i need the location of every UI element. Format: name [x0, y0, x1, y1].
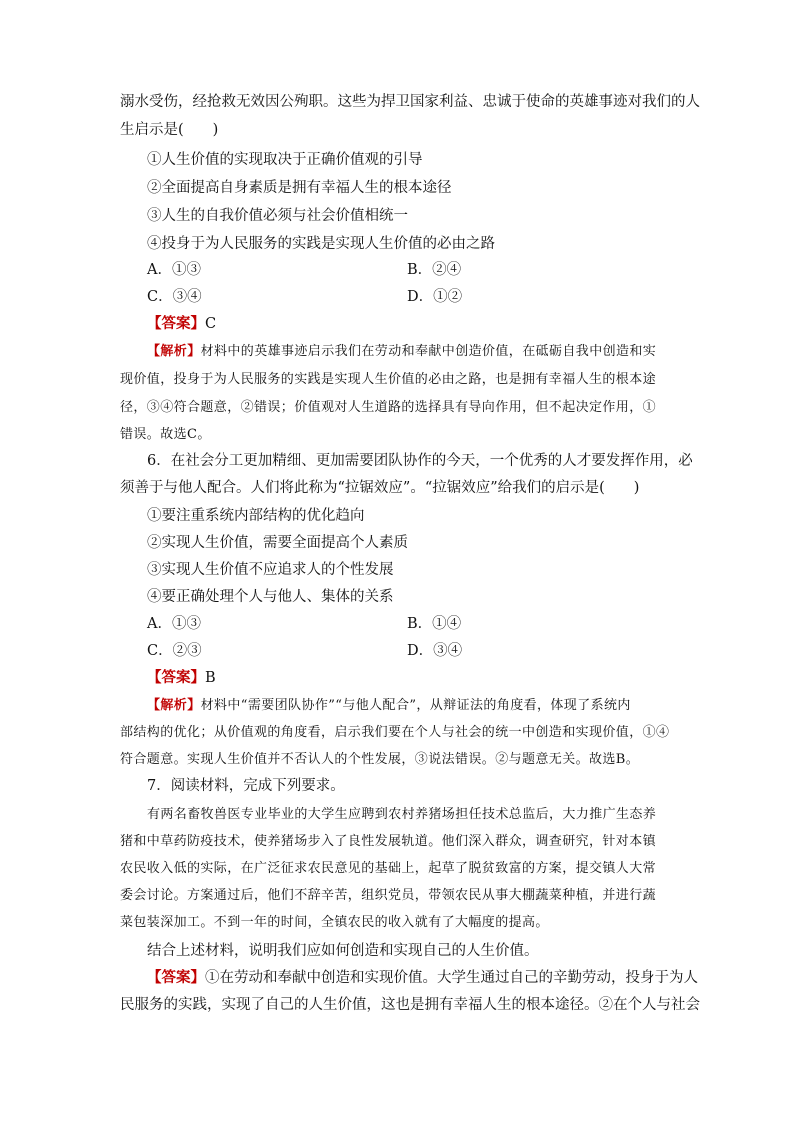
- q6-choice-b: B．①④: [407, 616, 462, 632]
- q7-material-line4: 委会讨论。方案通过后，他们不辞辛苦，组织党员，带领农民从事大棚蔬菜种植，并进行蔬: [120, 888, 657, 903]
- q7-requirement: 结合上述材料，说明我们应如何创造和实现自己的人生价值。: [147, 943, 539, 959]
- q6-option-3: ③实现人生价值不应追求人的个性发展: [147, 562, 394, 578]
- q6-choice-c: C．②③: [147, 643, 202, 659]
- answer-text: ①在劳动和奉献中创造和实现价值。大学生通过自己的辛勤劳动，投身于为人: [205, 970, 698, 986]
- q6-stem-line1: 6．在社会分工更加精细、更加需要团队协作的今天，一个优秀的人才要发挥作用，必: [147, 453, 693, 469]
- answer-value: C: [205, 316, 217, 332]
- q6-analysis-line1: [147, 696, 631, 716]
- answer-tag: 【答案】: [147, 969, 205, 986]
- q7-material-line5: 菜包装深加工。不到一年的时间，全镇农民的收入就有了大幅度的提高。: [120, 915, 549, 930]
- q5-analysis-line2: 现价值，投身于为人民服务的实践是实现人生价值的必由之路，也是拥有幸福人生的根本途: [120, 372, 657, 387]
- q5-stem-line1: 溺水受伤，经抢救无效因公殉职。这些为捍卫国家利益、忠诚于使命的英雄事迹对我们的人: [120, 94, 700, 110]
- analysis-tag: 【解析】: [147, 344, 201, 359]
- q5-option-2: ②全面提高自身素质是拥有幸福人生的根本途径: [147, 180, 452, 196]
- q7-answer-line2: 民服务的实践，实现了自己的人生价值，这也是拥有幸福人生的根本途径。②在个人与社会: [120, 997, 700, 1013]
- q5-analysis-line1: [147, 342, 656, 362]
- q5-answer: [147, 314, 216, 334]
- q7-material-line3: 农民收入低的实际，在广泛征求农民意见的基础上，起草了脱贫致富的方案，提交镇人大常: [120, 861, 657, 876]
- q7-material-line2: 猪和中草药防疫技术，使养猪场步入了良性发展轨道。他们深入群众，调查研究，针对本镇: [120, 834, 657, 849]
- q5-choice-a: A．①③: [147, 262, 201, 278]
- q6-answer: [147, 668, 216, 688]
- q5-option-4: ④投身于为人民服务的实践是实现人生价值的必由之路: [147, 236, 495, 252]
- q6-stem-line2: 须善于与他人配合。人们将此称为“拉锯效应”。“拉锯效应”给我们的启示是( ): [120, 480, 640, 496]
- analysis-tag: 【解析】: [147, 698, 201, 713]
- q6-option-1: ①要注重系统内部结构的优化趋向: [147, 508, 365, 524]
- q6-choice-d: D．③④: [407, 643, 463, 659]
- q7-answer-line1: [147, 968, 698, 988]
- analysis-text: 材料中“需要团队协作”“与他人配合”，从辩证法的角度看，体现了系统内: [200, 698, 631, 713]
- q5-option-1: ①人生价值的实现取决于正确价值观的引导: [147, 152, 423, 168]
- q7-stem: 7．阅读材料，完成下列要求。: [147, 778, 345, 794]
- answer-tag: 【答案】: [147, 669, 205, 686]
- q6-option-4: ④要正确处理个人与他人、集体的关系: [147, 589, 394, 605]
- q5-analysis-line3: 径，③④符合题意，②错误；价值观对人生道路的选择具有导向作用，但不起决定作用，①: [120, 400, 657, 415]
- q5-stem-line2: 生启示是( ): [120, 122, 219, 138]
- q6-analysis-line2: 部结构的优化；从价值观的角度看，启示我们要在个人与社会的统一中创造和实现价值，①④: [120, 725, 670, 740]
- q5-choice-d: D．①②: [407, 289, 463, 305]
- analysis-text: 材料中的英雄事迹启示我们在劳动和奉献中创造价值，在砥砺自我中创造和实: [200, 344, 657, 359]
- q6-choice-a: A．①③: [147, 616, 201, 632]
- q5-choice-c: C．③④: [147, 289, 202, 305]
- answer-tag: 【答案】: [147, 315, 205, 332]
- answer-value: B: [205, 670, 216, 686]
- q5-analysis-line4: 错误。故选C。: [120, 427, 211, 442]
- q6-analysis-line3: 符合题意。实现人生价值并不否认人的个性发展，③说法错误。②与题意无关。故选B。: [120, 752, 640, 767]
- q6-option-2: ②实现人生价值，需要全面提高个人素质: [147, 535, 408, 551]
- q5-choice-b: B．②④: [407, 262, 462, 278]
- q7-material-line1: 有两名畜牧兽医专业毕业的大学生应聘到农村养猪场担任技术总监后，大力推广生态养: [147, 807, 657, 822]
- q5-option-3: ③人生的自我价值必须与社会价值相统一: [147, 208, 408, 224]
